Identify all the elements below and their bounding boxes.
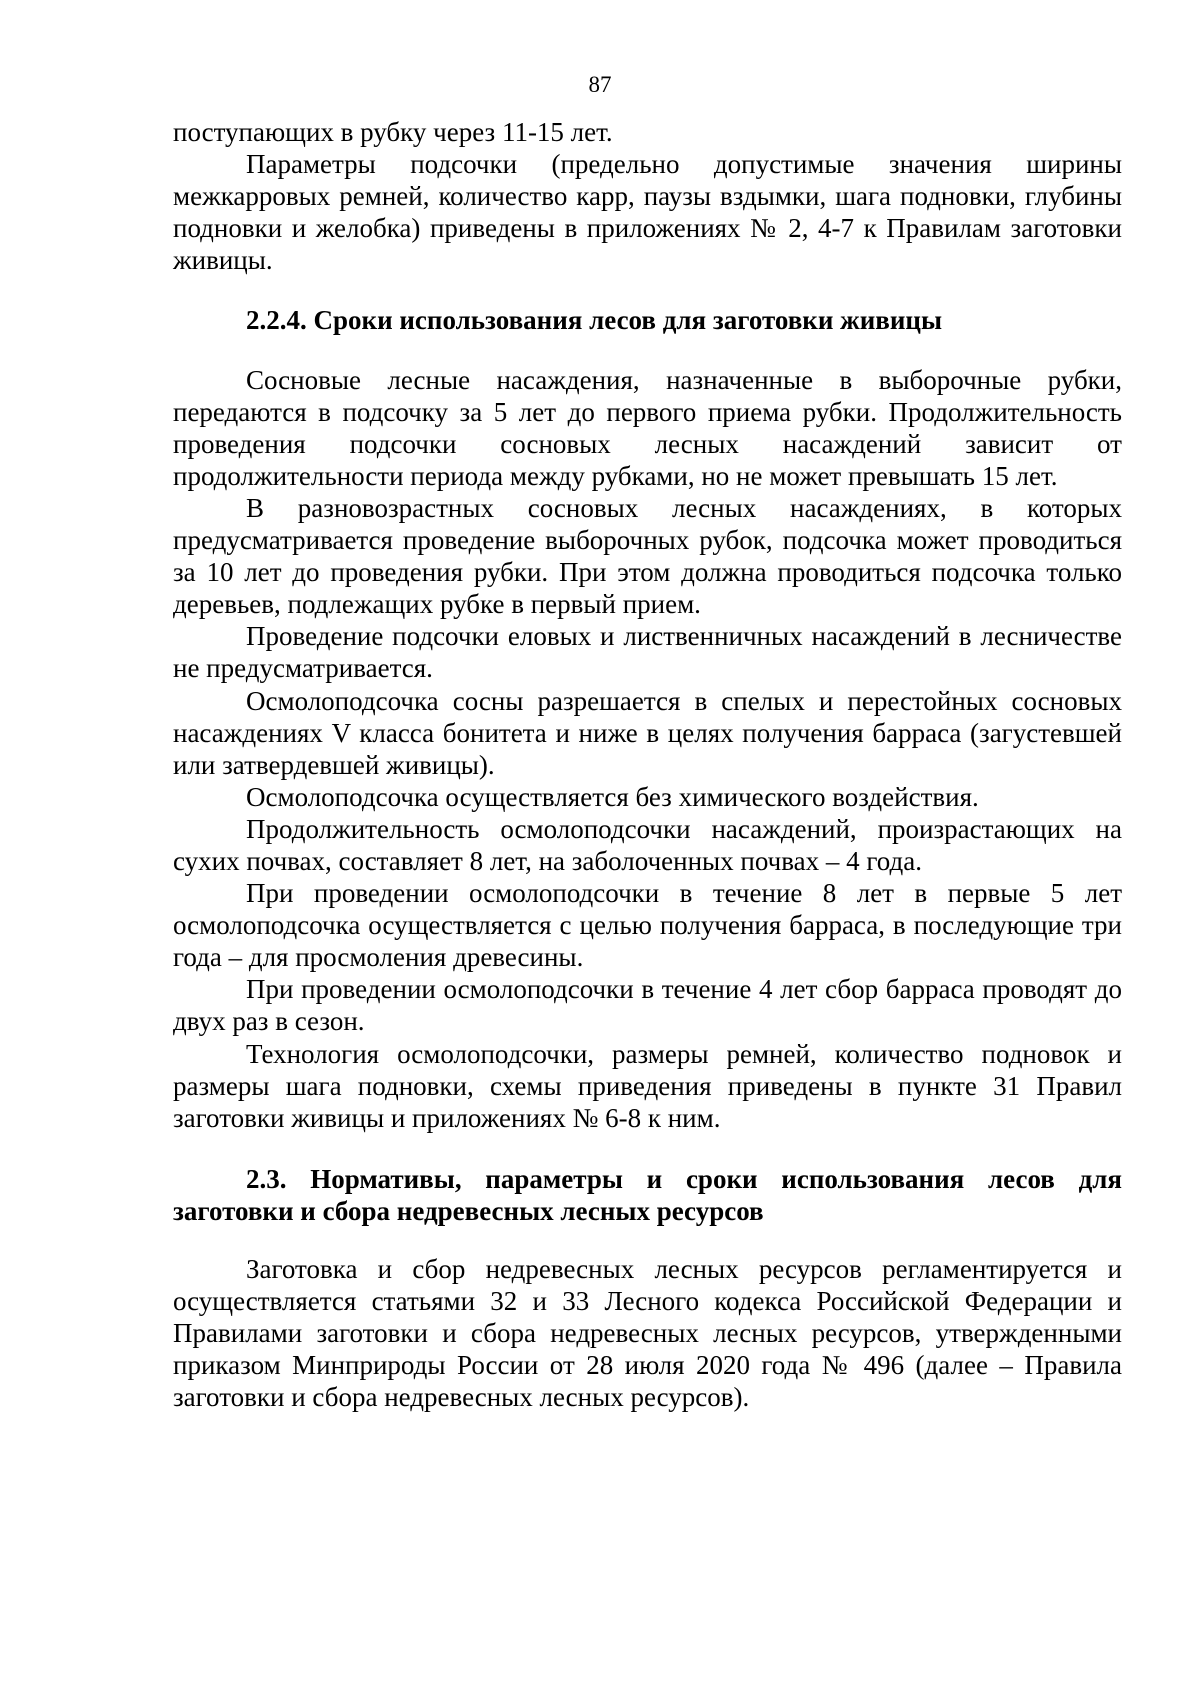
paragraph-podsochka-parameters: Параметры подсочки (предельно допустимые значения ширины межкарровых ремней, количество карр, паузы вздымки, шага подновки, глубины подновки и желобка) приведены в приложениях № 2, 4-7 к Правилам заготовки живицы. <box>173 149 1122 276</box>
paragraph-technology: Технология осмолоподсочки, размеры ремней, количество подновок и размеры шага подновки, схемы приведения приведены в пункте 31 Правил заготовки живицы и приложениях № 6-8 к ним. <box>173 1038 1122 1133</box>
paragraph-uneven-aged-stands: В разновозрастных сосновых лесных насаждениях, в которых предусматривается проведение выборочных рубок, подсочка может проводиться за 10 лет до проведения рубки. При этом должна проводиться подсочка только деревьев, подлежащих рубке в первый прием. <box>173 492 1122 620</box>
paragraph-no-chemicals: Осмолоподсочка осуществляется без химического воздействия. <box>246 781 979 812</box>
paragraph-eight-years: При проведении осмолоподсочки в течение 8 лет в первые 5 лет осмолоподсочка осуществляется с целью получения барраса, в последующие три года – для просмоления древесины. <box>173 878 1122 973</box>
paragraph-continuation: поступающих в рубку через 11-15 лет. <box>173 117 613 147</box>
paragraph-pine-stands: Сосновые лесные насаждения, назначенные в выборочные рубки, передаются в подсочку за 5 лет до первого приема рубки. Продолжительность проведения подсочки сосновых лесных насаждений зависит от продолжительности периода между рубками, но не может превышать 15 лет. <box>173 364 1122 491</box>
paragraph-four-years: При проведении осмолоподсочки в течение 4 лет сбор барраса проводят до двух раз в сезон. <box>173 974 1122 1037</box>
paragraph-osmolopodsochka-allowed: Осмолоподсочка сосны разрешается в спелых и перестойных сосновых насаждениях V класса бонитета и ниже в целях получения барраса (загустевшей или затвердевшей живицы). <box>173 685 1122 780</box>
paragraph-non-timber-resources: Заготовка и сбор недревесных лесных ресурсов регламентируется и осуществляется статьями 32 и 33 Лесного кодекса Российской Федерации и Правилами заготовки и сбора недревесных лесных ресурсов, утвержденными приказом Минприроды России от 28 июля 2020 года № 496 (далее – Правила заготовки и сбора недревесных лесных ресурсов). <box>173 1254 1122 1413</box>
section-heading-2-3: 2.3. Нормативы, параметры и сроки использования лесов для заготовки и сбора недревесных лесных ресурсов <box>173 1163 1122 1226</box>
paragraph-duration: Продолжительность осмолоподсочки насаждений, произрастающих на сухих почвах, составляет 8 лет, на заболоченных почвах – 4 года. <box>173 813 1122 876</box>
page-number: 87 <box>588 72 612 97</box>
paragraph-spruce-larch: Проведение подсочки еловых и лиственничных насаждений в лесничестве не предусматривается. <box>173 621 1122 684</box>
section-heading-2-2-4: 2.2.4. Сроки использования лесов для заготовки живицы <box>246 305 943 336</box>
document-body <box>173 116 1122 1413</box>
